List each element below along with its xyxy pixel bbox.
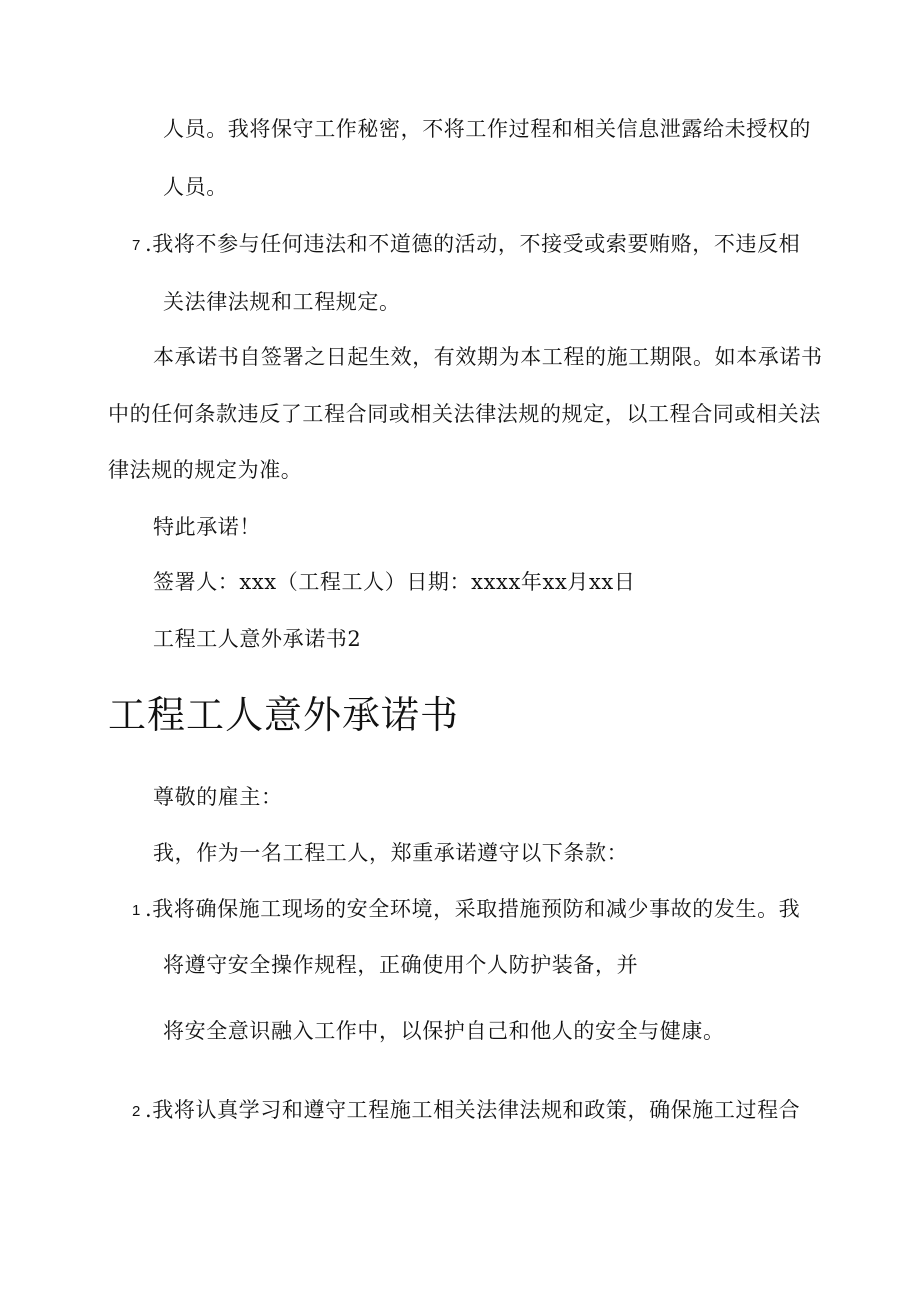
intro-text: 我，作为一名工程工人，郑重承诺遵守以下条款： — [153, 841, 629, 865]
list-item-text: .我将认真学习和遵守工程施工相关法律法规和政策，确保施工过程合 — [145, 1098, 801, 1122]
closing-text: 特此承诺！ — [153, 515, 261, 539]
text-line: 人员。 — [163, 175, 228, 199]
document-title: 工程工人意外承诺书 — [108, 693, 460, 737]
signature-line: 签署人：xxx（工程工人）日期：xxxx年xx月xx日 — [153, 570, 636, 594]
text-line: 人员。我将保守工作秘密，不将工作过程和相关信息泄露给未授权的 — [163, 117, 811, 141]
paragraph-line: 中的任何条款违反了工程合同或相关法律法规的规定，以工程合同或相关法 — [108, 402, 821, 426]
list-item-text: 将遵守安全操作规程，正确使用个人防护装备，并 — [163, 953, 639, 977]
greeting: 尊敬的雇主： — [153, 785, 283, 809]
list-number: 1 — [132, 902, 141, 919]
list-item-text: 将安全意识融入工作中，以保护自己和他人的安全与健康。 — [163, 1019, 725, 1043]
section-subtitle: 工程工人意外承诺书2 — [153, 627, 362, 651]
list-item-text: .我将确保施工现场的安全环境，采取措施预防和减少事故的发生。我 — [145, 897, 801, 921]
list-item-text: .我将不参与任何违法和不道德的活动，不接受或索要贿赂，不违反相 — [145, 232, 801, 256]
list-number: 7 — [132, 237, 141, 254]
paragraph-line: 本承诺书自签署之日起生效，有效期为本工程的施工期限。如本承诺书 — [153, 345, 823, 369]
paragraph-line: 律法规的规定为准。 — [108, 458, 303, 482]
list-number: 2 — [132, 1103, 141, 1120]
list-item-text: 关法律法规和工程规定。 — [163, 290, 401, 314]
